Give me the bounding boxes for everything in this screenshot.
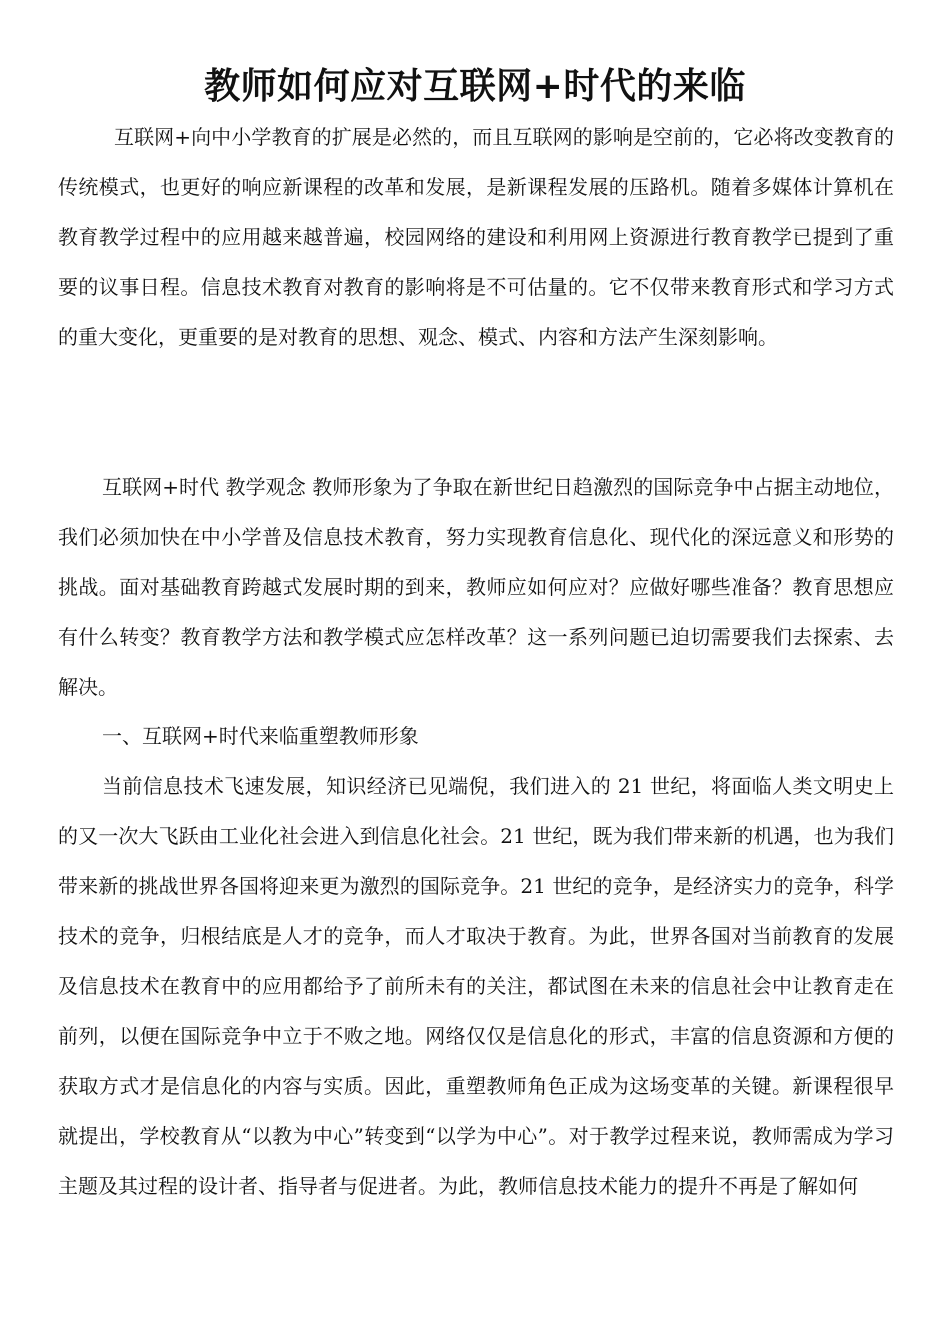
document-title: 教师如何应对互联网+时代的来临 xyxy=(204,66,746,107)
paragraph-section-1-body: 当前信息技术飞速发展，知识经济已见端倪，我们进入的 21 世纪，将面临人类文明史上的又一次大飞跃由工业化社会进入到信息化社会。21 世纪，既为我们带来新的机遇，也为我们带来新的挑战世界各国将迎来更为激烈的国际竞争。21 世纪的竞争，是经济实力的竞争，科学技术的竞争，归根结底是人才的竞争，而人才取决于教育。为此，世界各国对当前教育的发展及信息技术在教育中的应用都给予了前所未有的关注，都试图在未来的信息社会中让教育走在前列，以便在国际竞争中立于不败之地。网络仅仅是信息化的形式，丰富的信息资源和方便的获取方式才是信息化的内容与实质。因此，重塑教师角色正成为这场变革的关键。新课程很早就提出，学校教育从“以教为中心”转变到“以学为中心”。对于教学过程来说，教师需成为学习主题及其过程的设计者、指导者与促进者。为此，教师信息技术能力的提升不再是了解如何 xyxy=(58,774,894,1198)
section-heading-1: 一、互联网+时代来临重塑教师形象 xyxy=(102,724,419,748)
paragraph-keywords-background: 互联网+时代 教学观念 教师形象为了争取在新世纪日趋激烈的国际竞争中占据主动地位，我们必须加快在中小学普及信息技术教育，努力实现教育信息化、现代化的深远意义和形势的挑战。面对基础教育跨越式发展时期的到来，教师应如何应对？应做好哪些准备？教育思想应有什么转变？教育教学方法和教学模式应怎样改革？这一系列问题已迫切需要我们去探索、去解决。 xyxy=(58,475,894,699)
paragraph-intro: 互联网+向中小学教育的扩展是必然的，而且互联网的影响是空前的，它必将改变教育的传统模式，也更好的响应新课程的改革和发展，是新课程发展的压路机。随着多媒体计算机在教育教学过程中的应用越来越普遍，校园网络的建设和利用网上资源进行教育教学已提到了重要的议事日程。信息技术教育对教育的影响将是不可估量的。它不仅带来教育形式和学习方式的重大变化，更重要的是对教育的思想、观念、模式、内容和方法产生深刻影响。 xyxy=(58,125,894,349)
